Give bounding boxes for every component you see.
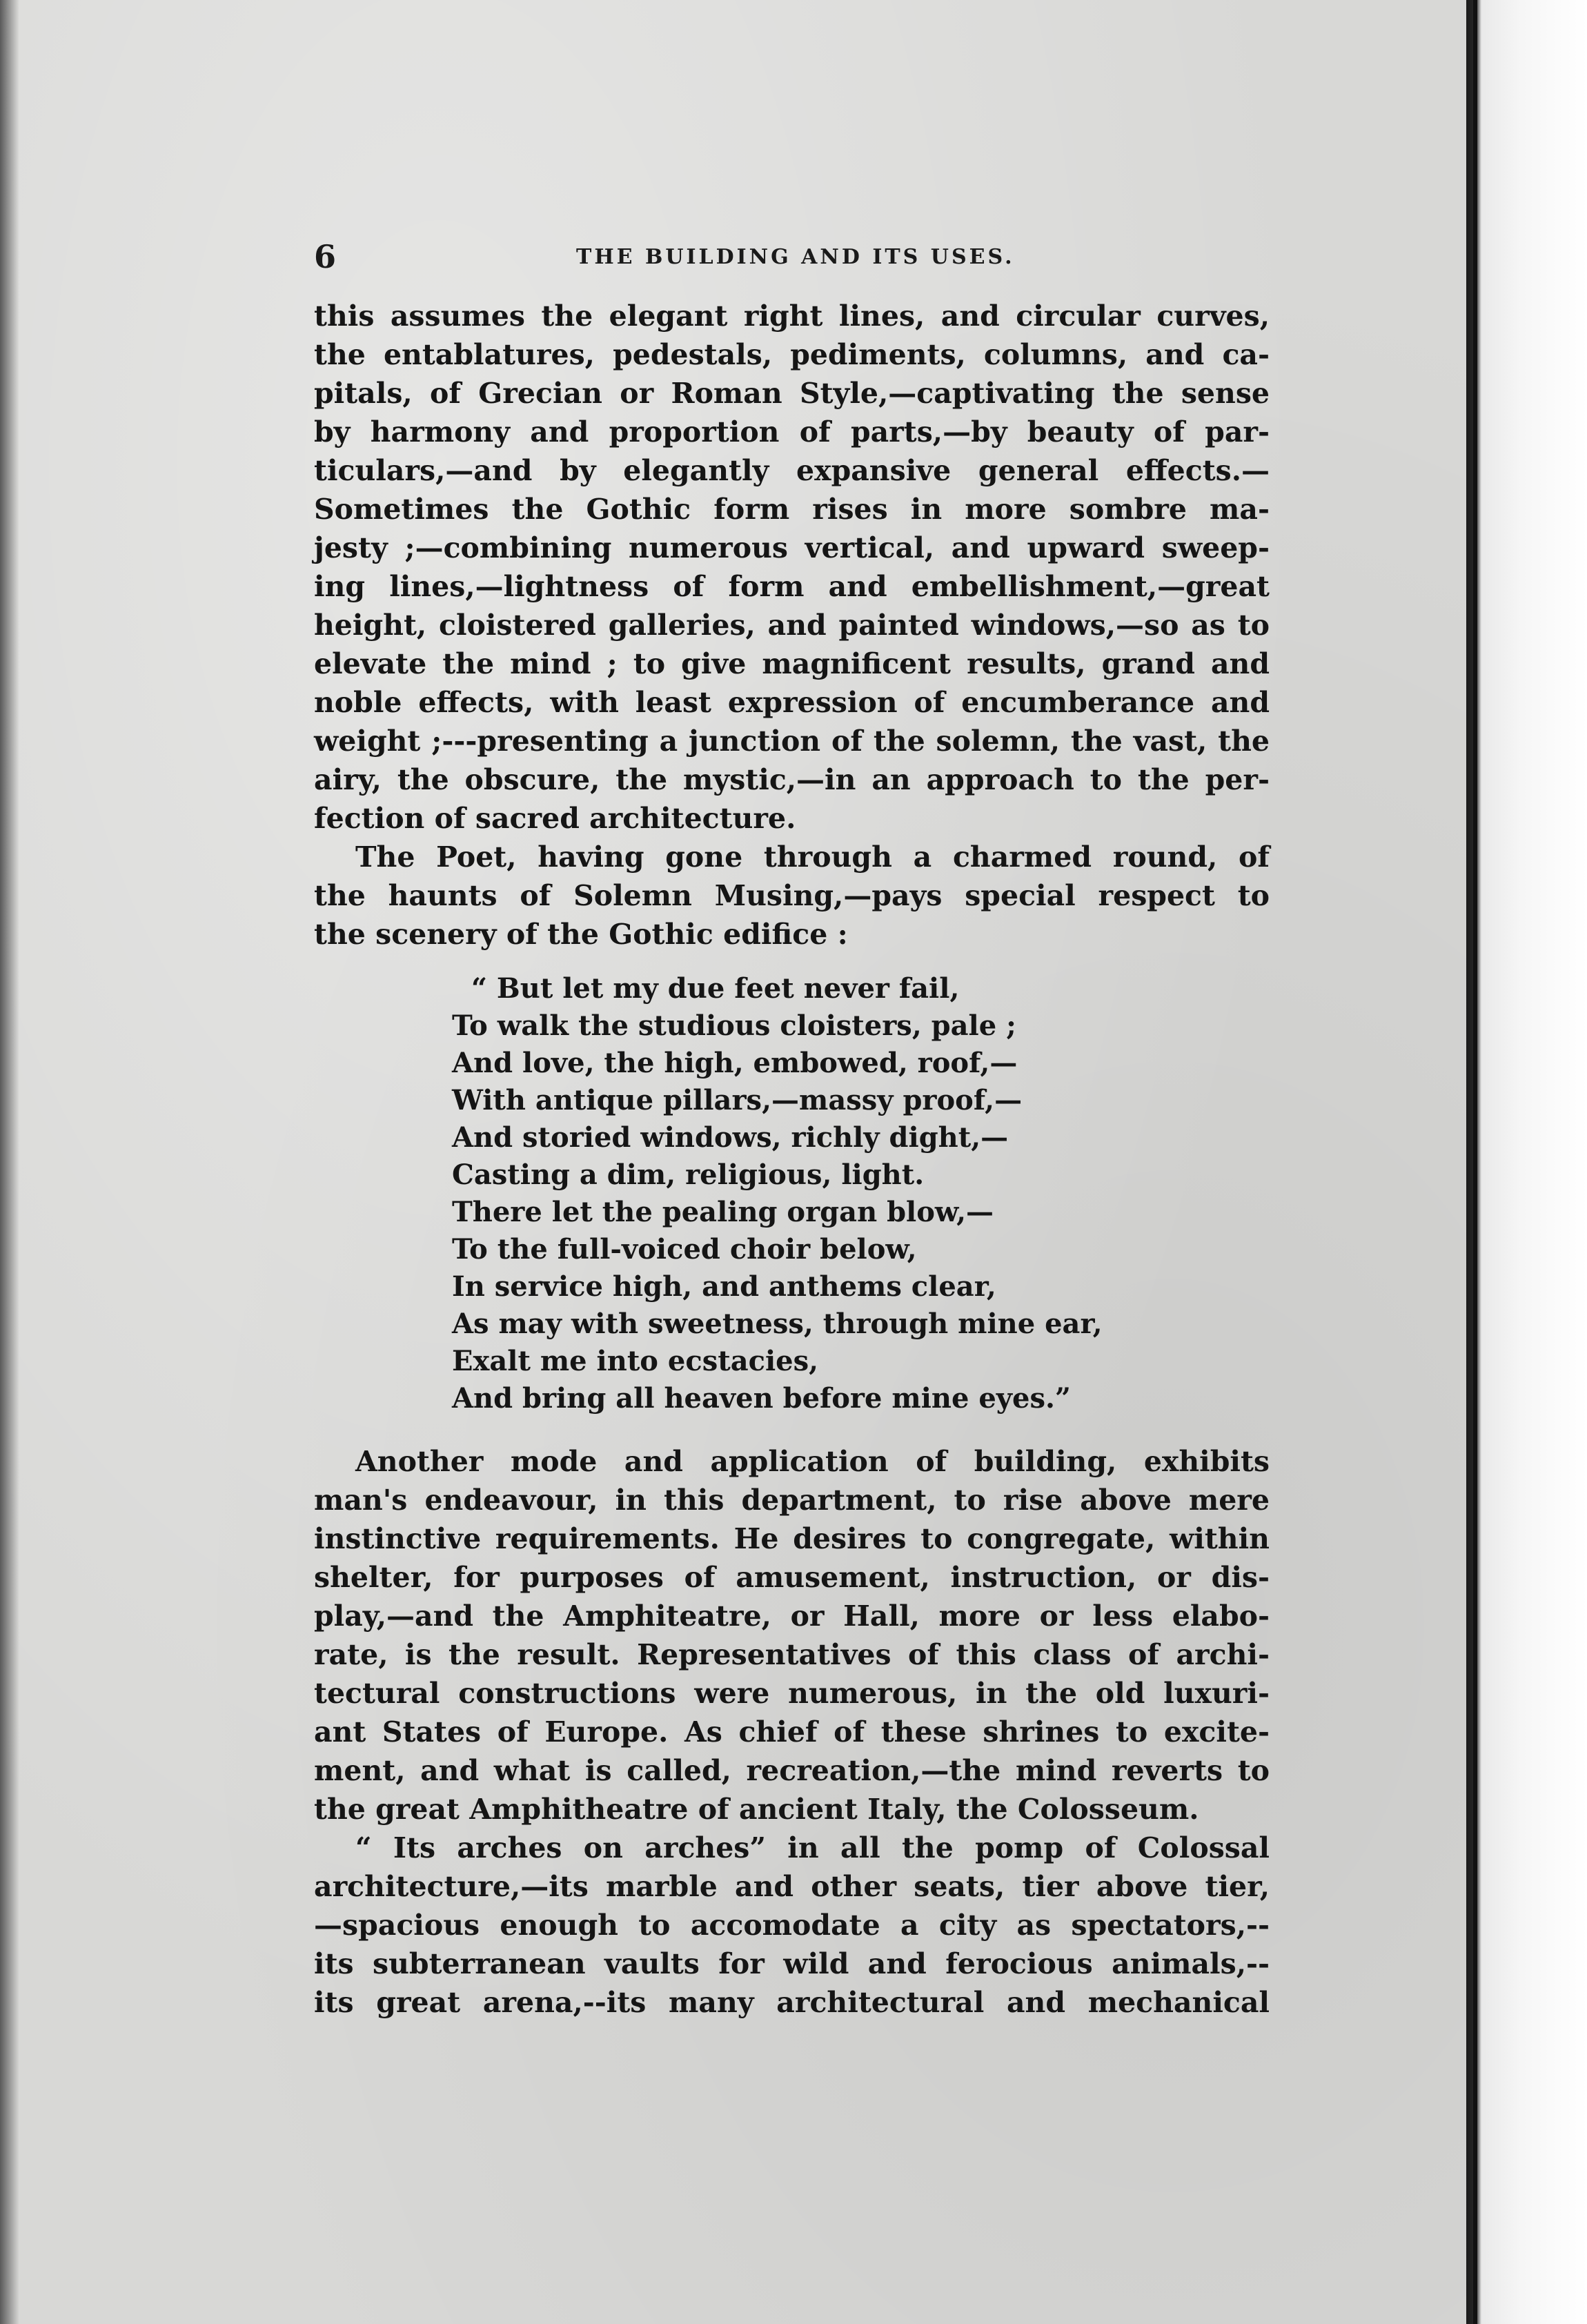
poem-line: As may with sweetness, through mine ear, (452, 1308, 1103, 1340)
text-line: ticulars,—and by elegantly expansive general effects.— (314, 454, 1270, 487)
body-text (314, 297, 1270, 2022)
text-line: weight ;---presenting a junction of the solemn, the vast, the (314, 725, 1270, 758)
text-line: the entablatures, pedestals, pediments, columns, and ca- (314, 338, 1270, 371)
text-line: The Poet, having gone through a charmed round, of (355, 840, 1270, 874)
text-line: architecture,—its marble and other seats, tier above tier, (314, 1870, 1270, 1903)
text-line: elevate the mind ; to give magnificent results, grand and (314, 647, 1270, 680)
paragraph-4 (314, 1829, 1270, 2022)
text-line: its great arena,--its many architectural and mechanical (314, 1986, 1270, 2019)
poem-quotation (314, 970, 1270, 1417)
running-head (314, 238, 1280, 279)
poem-line: To the full-voiced choir below, (452, 1233, 917, 1266)
text-line: tectural constructions were numerous, in the old luxuri- (314, 1677, 1270, 1710)
text-line: man's endeavour, in this department, to rise above mere (314, 1484, 1270, 1517)
binding-margin (1466, 0, 1587, 2324)
poem-line: “ But let my due feet never fail, (471, 972, 960, 1005)
text-line: Another mode and application of building, exhibits (355, 1445, 1270, 1478)
paragraph-3 (314, 1442, 1270, 1829)
text-line: noble effects, with least expression of encumberance and (314, 686, 1270, 719)
running-title: THE BUILDING AND ITS USES. (576, 245, 1015, 269)
text-line: the great Amphitheatre of ancient Italy, the Colosseum. (314, 1793, 1199, 1826)
text-line: rate, is the result. Representatives of this class of archi- (314, 1638, 1270, 1671)
binding-edge (1473, 0, 1477, 2324)
poem-line: And storied windows, richly dight,— (452, 1121, 1009, 1154)
text-line: instinctive requirements. He desires to congregate, within (314, 1522, 1270, 1555)
text-line: by harmony and proportion of parts,—by beauty of par- (314, 415, 1270, 449)
text-line: its subterranean vaults for wild and ferocious animals,-- (314, 1947, 1270, 1980)
text-line: airy, the obscure, the mystic,—in an approach to the per- (314, 763, 1270, 796)
paragraph-2 (314, 838, 1270, 954)
text-line: pitals, of Grecian or Roman Style,—captivating the sense (314, 377, 1270, 410)
text-line: ing lines,—lightness of form and embellishment,—great (314, 570, 1270, 603)
poem-line: Exalt me into ecstacies, (452, 1345, 819, 1377)
text-line: play,—and the Amphiteatre, or Hall, more or less elabo- (314, 1599, 1270, 1633)
text-line: this assumes the elegant right lines, and circular curves, (314, 299, 1270, 333)
paragraph-1 (314, 297, 1270, 838)
text-line: —spacious enough to accomodate a city as spectators,-- (314, 1909, 1270, 1942)
text-line: jesty ;—combining numerous vertical, and upward sweep- (314, 531, 1270, 564)
poem-line: And love, the high, embowed, roof,— (452, 1047, 1018, 1079)
text-line: shelter, for purposes of amusement, instruction, or dis- (314, 1561, 1270, 1594)
poem-line: To walk the studious cloisters, pale ; (452, 1010, 1016, 1042)
text-line: height, cloistered galleries, and painted windows,—so as to (314, 609, 1270, 642)
page-edge-shadow (0, 0, 19, 2324)
poem-line: With antique pillars,—massy proof,— (452, 1084, 1023, 1116)
poem-line: And bring all heaven before mine eyes.” (452, 1382, 1071, 1415)
text-line: ment, and what is called, recreation,—the mind reverts to (314, 1754, 1270, 1787)
poem-line: Casting a dim, religious, light. (452, 1159, 925, 1191)
poem-line: There let the pealing organ blow,— (452, 1196, 994, 1228)
text-line: fection of sacred architecture. (314, 802, 796, 835)
text-line: the scenery of the Gothic edifice : (314, 918, 848, 951)
text-line: ant States of Europe. As chief of these shrines to excite- (314, 1715, 1270, 1749)
page-number: 6 (314, 238, 337, 275)
text-line: Sometimes the Gothic form rises in more sombre ma- (314, 493, 1270, 526)
poem-line: In service high, and anthems clear, (452, 1270, 996, 1303)
text-line: “ Its arches on arches” in all the pomp of Colossal (355, 1831, 1270, 1864)
text-line: the haunts of Solemn Musing,—pays special respect to (314, 879, 1270, 912)
